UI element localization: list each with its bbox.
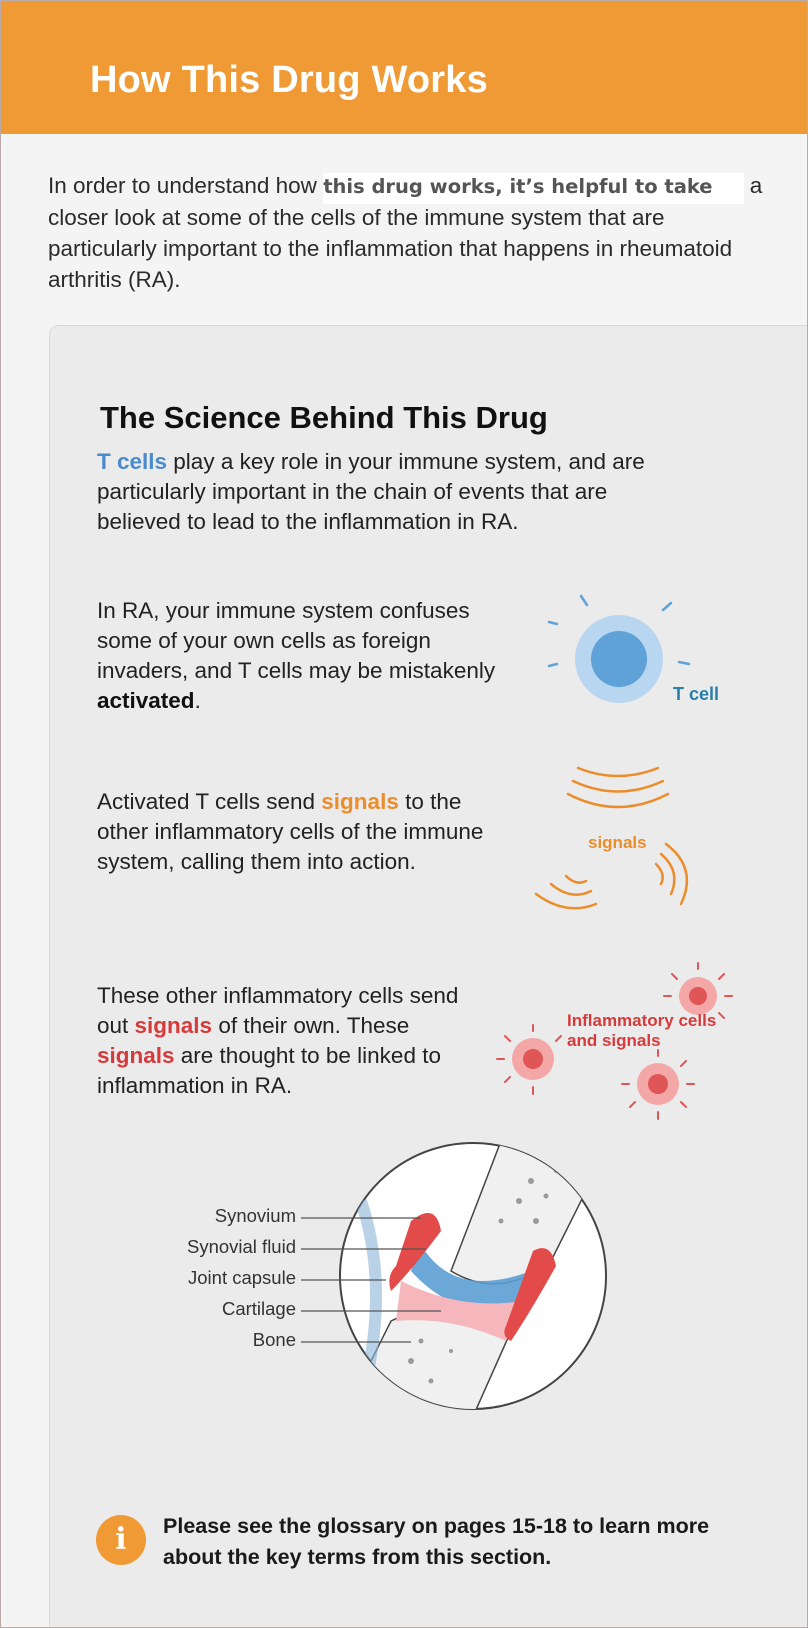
t-cell-label: T cell: [673, 684, 720, 704]
intro-paragraph: [48, 170, 768, 295]
inflammatory-cell-1: [679, 977, 717, 1015]
joint-label-cartilage: Cartilage: [221, 1298, 296, 1319]
science-paragraph-4: [97, 981, 467, 1101]
activated-term: activated: [97, 688, 195, 713]
science-paragraph-3: [97, 787, 517, 877]
science-paragraph-3-rest: to the other inflammatory cells of the immune system, calling them into action.: [97, 789, 484, 874]
science-paragraph-4-rest: are thought to be linked to inflammation in RA.: [97, 1043, 441, 1098]
signals-term-red-1: signals: [134, 1013, 213, 1038]
joint-label-synovial-fluid: Synovial fluid: [186, 1236, 296, 1257]
science-paragraph-4-mid: of their own. These: [212, 1013, 410, 1038]
science-paragraph-1-text: play a key role in your immune system, and are particularly important in the chain of events that are believed to lead to the inflammation in RA.: [97, 449, 645, 534]
science-paragraph-3-start: Activated T cells send: [97, 789, 322, 814]
signals-label: signals: [588, 833, 647, 852]
science-paragraph-2-text: In RA, your immune system confuses some of your own cells as foreign invaders, and T cells may be mistakenly: [97, 598, 496, 683]
inflammatory-label: Inflammatory cells and signals: [567, 1011, 717, 1050]
joint-label-bone: Bone: [252, 1329, 296, 1350]
tcells-term: T cells: [97, 449, 168, 474]
science-paragraph-2-end: .: [194, 688, 201, 713]
intro-highlight: this drug works, it’s helpful to take: [323, 173, 743, 204]
joint-label-joint-capsule: Joint capsule: [188, 1267, 296, 1288]
science-paragraph-4-start: These other inflammatory cells send out: [97, 983, 459, 1038]
science-title: The Science Behind This Drug: [100, 400, 548, 435]
joint-label-synovium: Synovium: [214, 1205, 296, 1226]
signals-term-red-2: signals: [97, 1043, 175, 1068]
signals-term: signals: [321, 789, 399, 814]
page-title: How This Drug Works: [90, 59, 488, 101]
science-paragraph-2: [97, 596, 517, 716]
inflammatory-cell-2: [512, 1038, 554, 1080]
info-icon: i: [96, 1515, 146, 1565]
joint-label-lines: [301, 1201, 451, 1351]
intro-part3: a closer look at some of the cells of the immune system that are particularly important to the inflammation that happens in rheumatoid arthritis (RA).: [48, 173, 763, 292]
science-paragraph-1: [97, 447, 697, 537]
t-cell-nucleus: [591, 631, 647, 687]
glossary-note-text: Please see the glossary on pages 15-18 to learn more about the key terms from this section.: [163, 1514, 710, 1569]
intro-part1: In order to understand how: [48, 173, 324, 198]
header-banner: [1, 1, 807, 134]
inflammatory-cell-3: [637, 1063, 679, 1105]
